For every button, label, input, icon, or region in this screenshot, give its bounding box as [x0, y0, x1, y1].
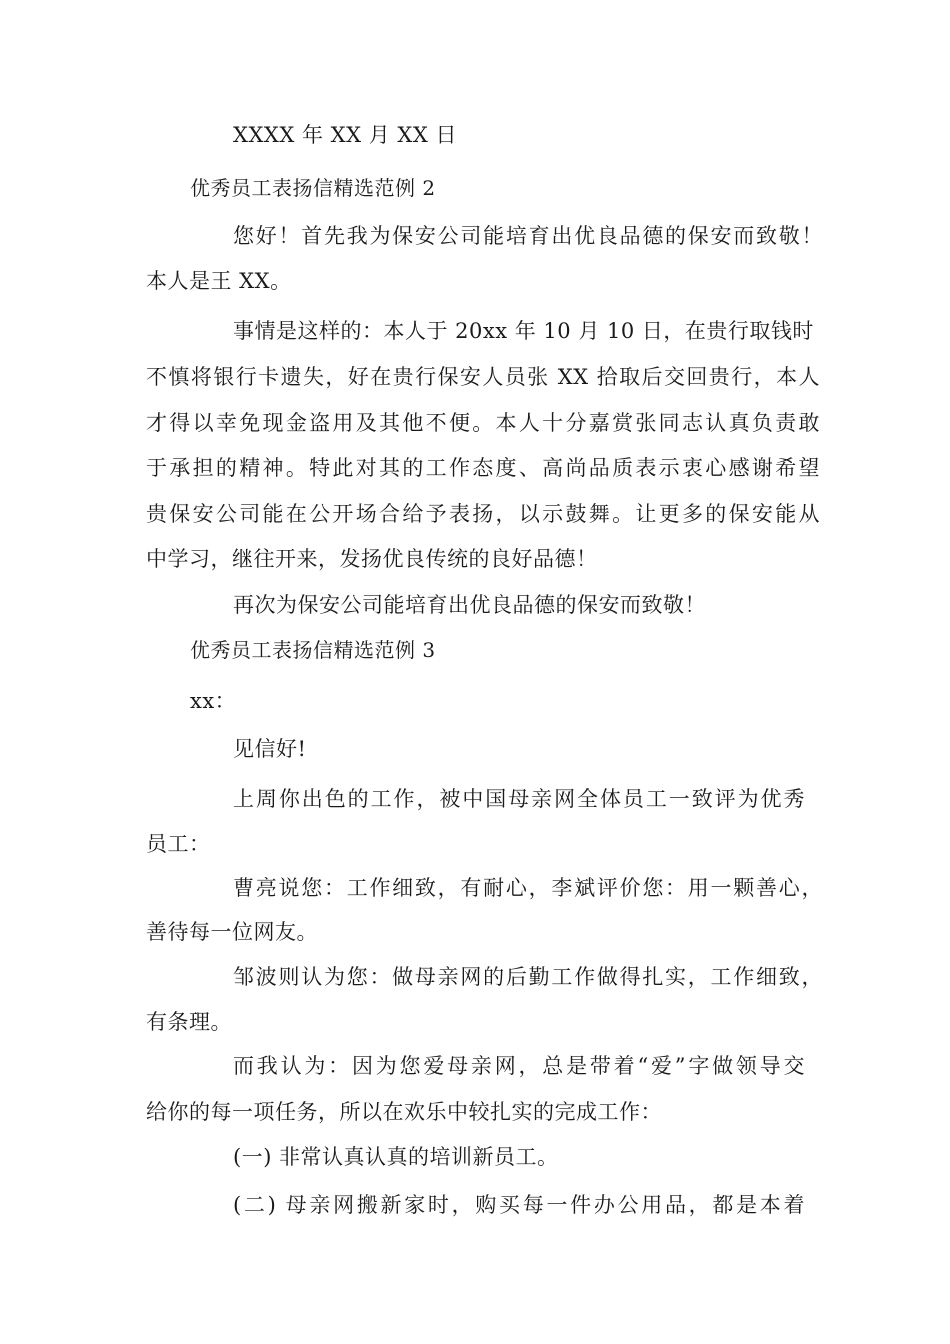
example-3-p4-line-2: 给你的每一项任务，所以在欢乐中较扎实的完成工作：: [146, 1100, 662, 1124]
example-3-item-1: (一) 非常认真认真的培训新员工。: [233, 1145, 559, 1169]
example-3-heading: 优秀员工表扬信精选范例 3: [190, 638, 436, 662]
example-2-story-line-5: 贵保安公司能在公开场合给予表扬，以示鼓舞。让更多的保安能从: [146, 502, 820, 526]
example-3-p3-line-2: 有条理。: [146, 1010, 232, 1034]
example-3-salutation: xx：: [190, 689, 237, 713]
example-2-story-line-2: 不慎将银行卡遗失，好在贵行保安人员张 XX 拾取后交回贵行，本人: [146, 365, 820, 389]
example-3-p3-line-1: 邹波则认为您：做母亲网的后勤工作做得扎实，工作细致，: [233, 965, 823, 989]
example-3-p2-line-2: 善待每一位网友。: [146, 920, 318, 944]
example-2-story-line-3: 才得以幸免现金盗用及其他不便。本人十分嘉赏张同志认真负责敢: [146, 411, 820, 435]
date-line: XXXX 年 XX 月 XX 日: [233, 123, 457, 147]
example-3-item-2: (二) 母亲网搬新家时，购买每一件办公用品，都是本着: [233, 1193, 805, 1217]
example-2-story-line-1: 事情是这样的：本人于 20xx 年 10 月 10 日，在贵行取钱时: [233, 319, 814, 343]
example-3-p1-line-2: 员工：: [146, 832, 211, 856]
example-2-heading: 优秀员工表扬信精选范例 2: [190, 176, 436, 200]
example-2-greeting-line-1: 您好！首先我为保安公司能培育出优良品德的保安而致敬！: [233, 224, 823, 248]
example-2-story-line-6: 中学习，继往开来，发扬优良传统的良好品德！: [146, 547, 598, 571]
example-3-p4-line-1: 而我认为：因为您爱母亲网，总是带着“爱”字做领导交: [233, 1054, 805, 1078]
example-2-closing: 再次为保安公司能培育出优良品德的保安而致敬！: [233, 593, 706, 617]
example-3-opening: 见信好!: [233, 737, 307, 761]
example-3-p1-line-1: 上周你出色的工作，被中国母亲网全体员工一致评为优秀: [233, 787, 805, 811]
example-2-greeting-line-2: 本人是王 XX。: [146, 269, 292, 293]
example-3-p2-line-1: 曹亮说您：工作细致，有耐心，李斌评价您：用一颗善心，: [233, 876, 823, 900]
example-2-story-line-4: 于承担的精神。特此对其的工作态度、高尚品质表示衷心感谢希望: [146, 456, 820, 480]
